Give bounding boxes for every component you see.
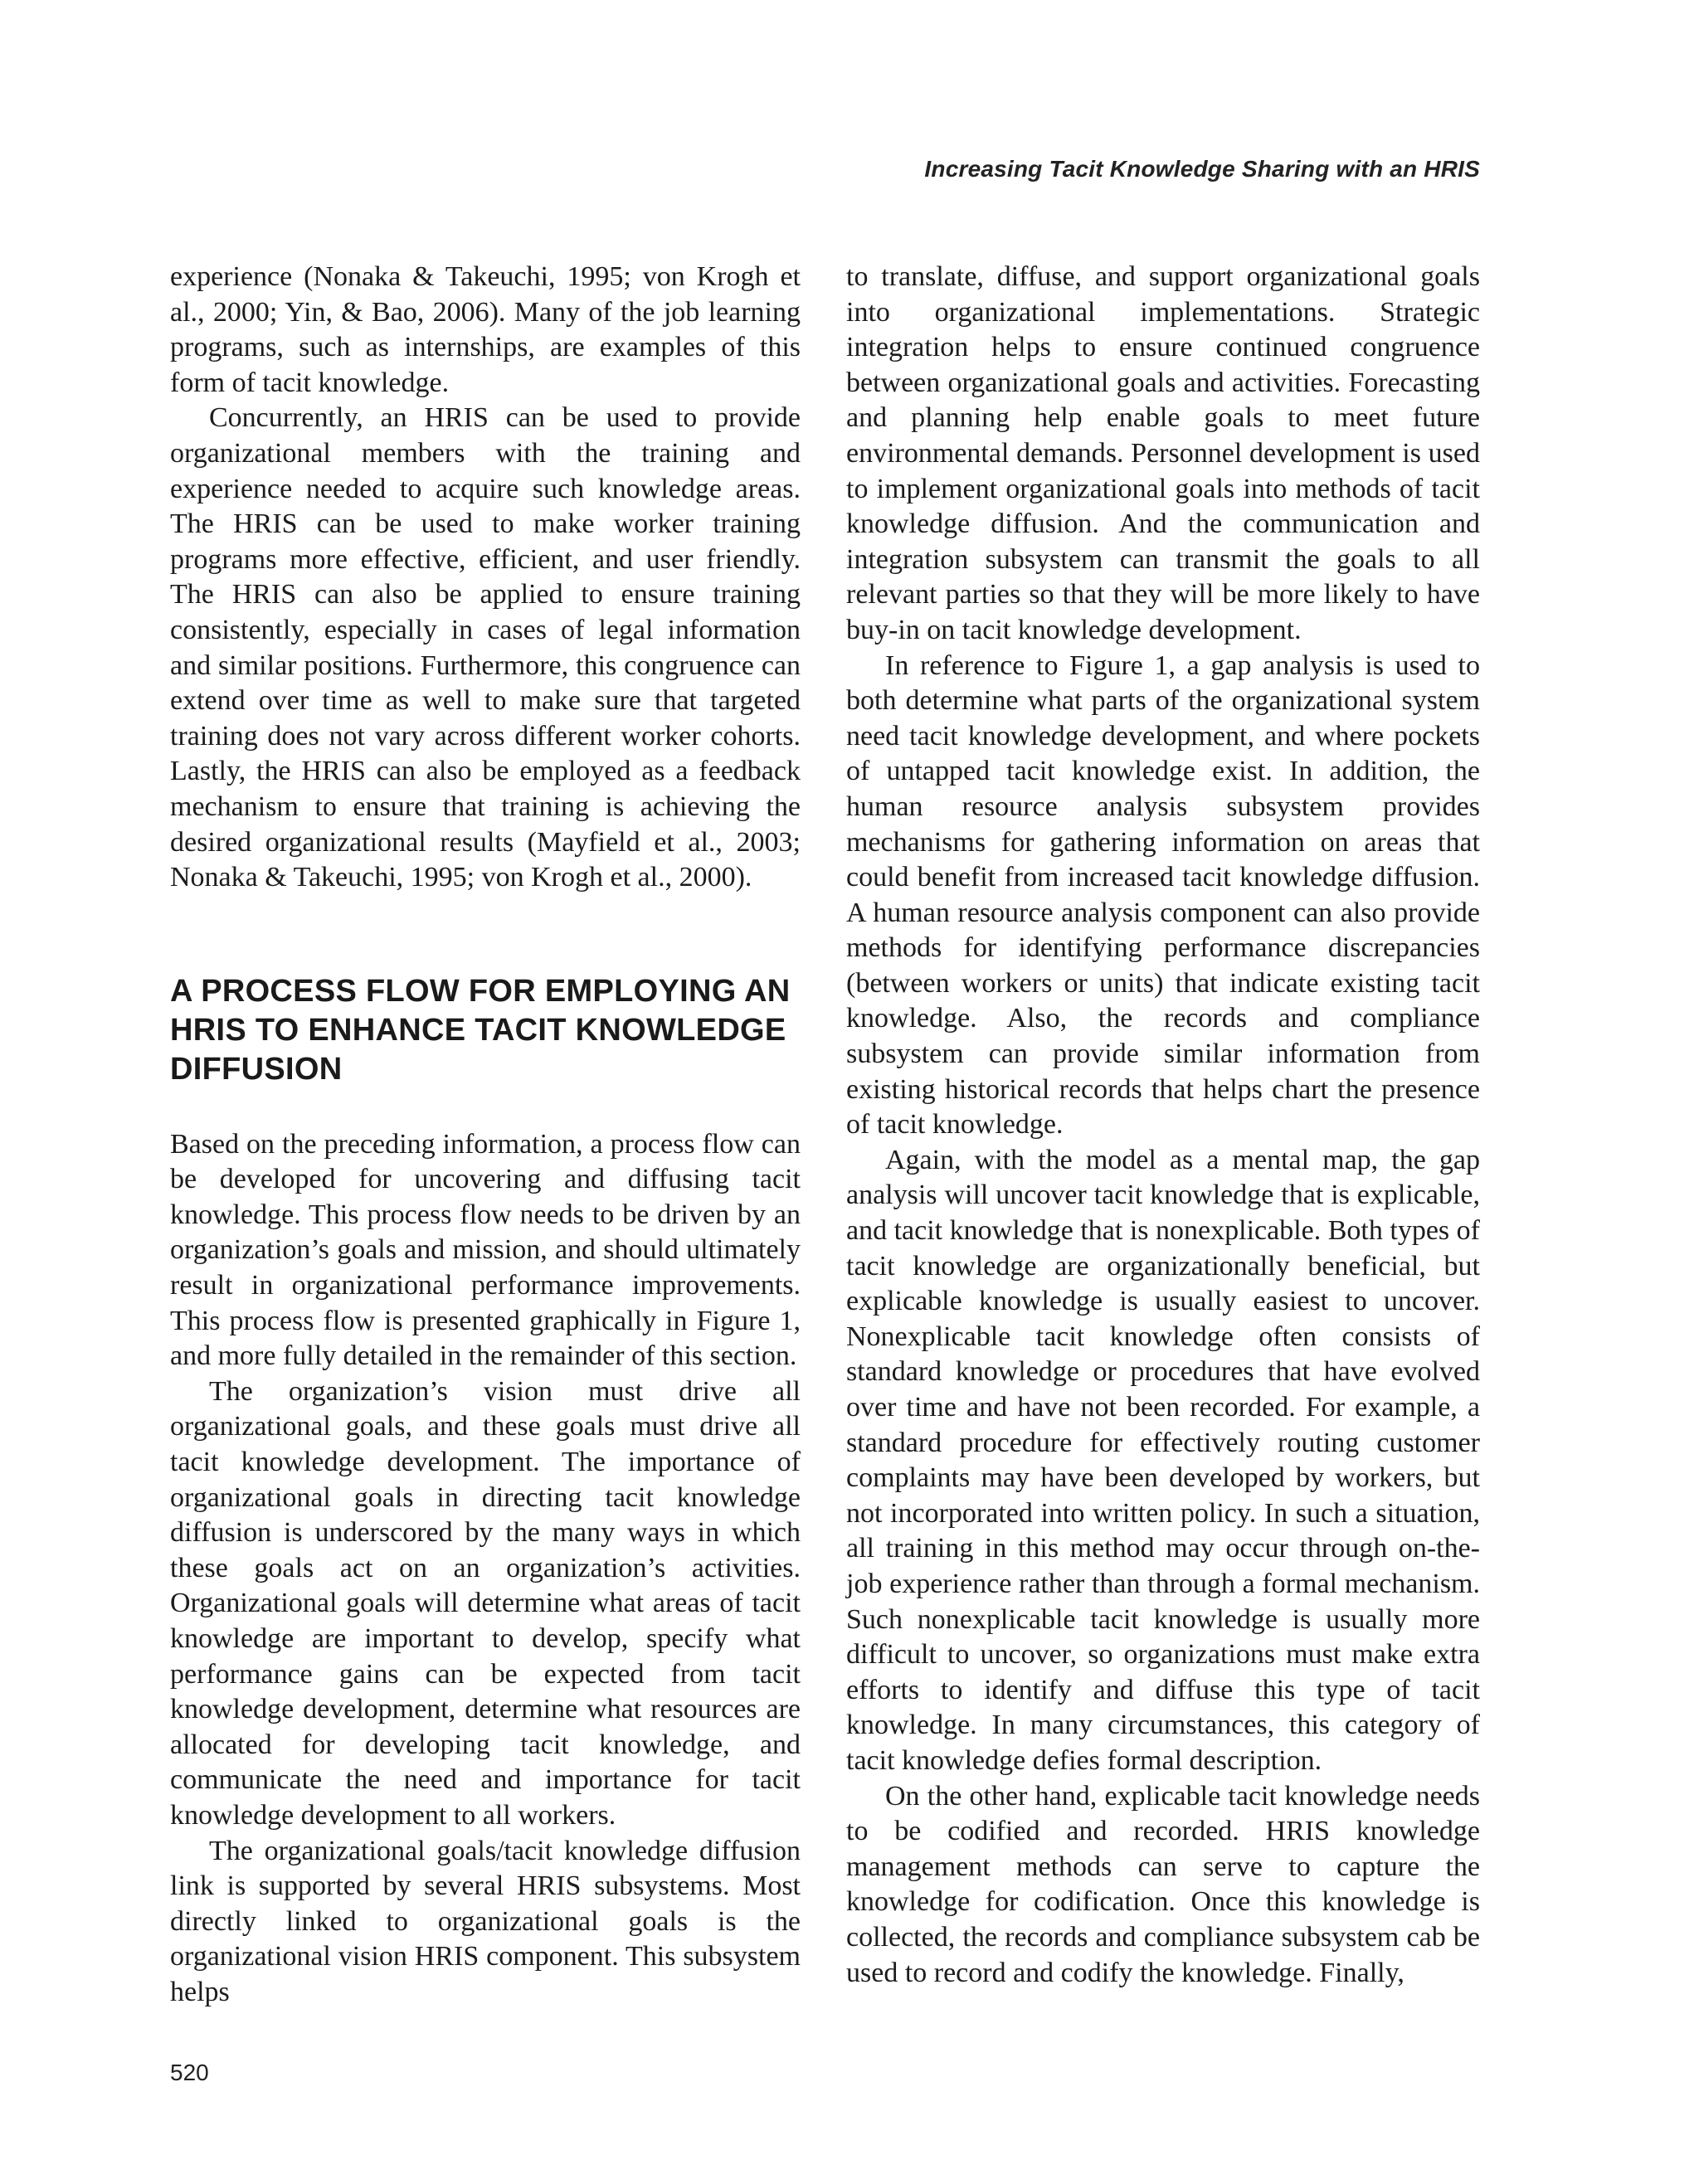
running-header: Increasing Tacit Knowledge Sharing with an HRIS <box>924 156 1480 182</box>
paragraph: On the other hand, explicable tacit knowledge needs to be codified and recorded. HRIS knowledge management methods can serve to capture the knowledge for codification. Once this knowledge is collected, the records and compliance subsystem cab be used to record and codify the knowledge. Finally, <box>846 1780 1480 1988</box>
page-number: 520 <box>170 2060 209 2085</box>
paragraph: Based on the preceding information, a process flow can be developed for uncovering and diffusing tacit knowledge. This process flow needs to be driven by an organization’s goals and mission, and should ultimately result in organizational performance improvements. This process flow is presented graphically in Figure 1, and more fully detailed in the remainder of this section. <box>170 1128 801 1372</box>
left-column <box>170 260 801 2011</box>
paragraph: The organizational goals/tacit knowledge diffusion link is supported by several HRIS subsystems. Most directly linked to organizational goals is the organizational vision HRIS component. This subsystem helps <box>170 1835 801 2007</box>
section-heading: A PROCESS FLOW FOR EMPLOYING AN HRIS TO ENHANCE TACIT KNOWLEDGE DIFFUSION <box>170 973 791 1087</box>
paragraph: Again, with the model as a mental map, the gap analysis will uncover tacit knowledge that is explicable, and tacit knowledge that is nonexplicable. Both types of tacit knowledge are organizationally beneficial, but explicable knowledge is usually easiest to uncover. Nonexplicable tacit knowledge often consists of standard knowledge or procedures that have evolved over time and have not been recorded. For example, a standard procedure for effectively routing customer complaints may have been developed by workers, but not incorporated into written policy. In such a situation, all training in this method may occur through on-the-job experience rather than through a formal mechanism. Such nonexplicable tacit knowledge is usually more difficult to uncover, so organizations must make extra efforts to identify and diffuse this type of tacit knowledge. In many circumstances, this category of tacit knowledge defies formal description. <box>846 1144 1480 1776</box>
paragraph: The organization’s vision must drive all organizational goals, and these goals must drive all tacit knowledge development. The importance of organizational goals in directing tacit knowledge diffusion is underscored by the many ways in which these goals act on an organization’s activities. Organizational goals will determine what areas of tacit knowledge are important to develop, specify what performance gains can be expected from tacit knowledge development, determine what resources are allocated for developing tacit knowledge, and communicate the need and importance for tacit knowledge development to all workers. <box>170 1375 801 1831</box>
right-column <box>846 260 1480 1991</box>
paragraph: experience (Nonaka & Takeuchi, 1995; von Krogh et al., 2000; Yin, & Bao, 2006). Many of the job learning programs, such as internships, are examples of this form of tacit knowledge. <box>170 261 801 398</box>
paragraph: to translate, diffuse, and support organizational goals into organizational implementations. Strategic integration helps to ensure continued congruence between organizational goals and activities. Forecasting and planning help enable goals to meet future environmental demands. Personnel development is used to implement organizational goals into methods of tacit knowledge diffusion. And the communication and integration subsystem can transmit the goals to all relevant parties so that they will be more likely to have buy-in on tacit knowledge development. <box>846 261 1480 645</box>
paragraph: Concurrently, an HRIS can be used to provide organizational members with the training and experience needed to acquire such knowledge areas. The HRIS can be used to make worker training programs more effective, efficient, and user friendly. The HRIS can also be applied to ensure training consistently, especially in cases of legal information and similar positions. Furthermore, this congruence can extend over time as well to make sure that targeted training does not vary across different worker cohorts. Lastly, the HRIS can also be employed as a feedback mechanism to ensure that training is achieving the desired organizational results (Mayfield et al., 2003; Nonaka & Takeuchi, 1995; von Krogh et al., 2000). <box>170 402 801 893</box>
paragraph: In reference to Figure 1, a gap analysis is used to both determine what parts of the organizational system need tacit knowledge development, and where pockets of untapped tacit knowledge exist. In addition, the human resource analysis subsystem provides mechanisms for gathering information on areas that could benefit from increased tacit knowledge diffusion. A human resource analysis component can also provide methods for identifying performance discrepancies (between workers or units) that indicate existing tacit knowledge. Also, the records and compliance subsystem can provide similar information from existing historical records that helps chart the presence of tacit knowledge. <box>846 649 1480 1141</box>
